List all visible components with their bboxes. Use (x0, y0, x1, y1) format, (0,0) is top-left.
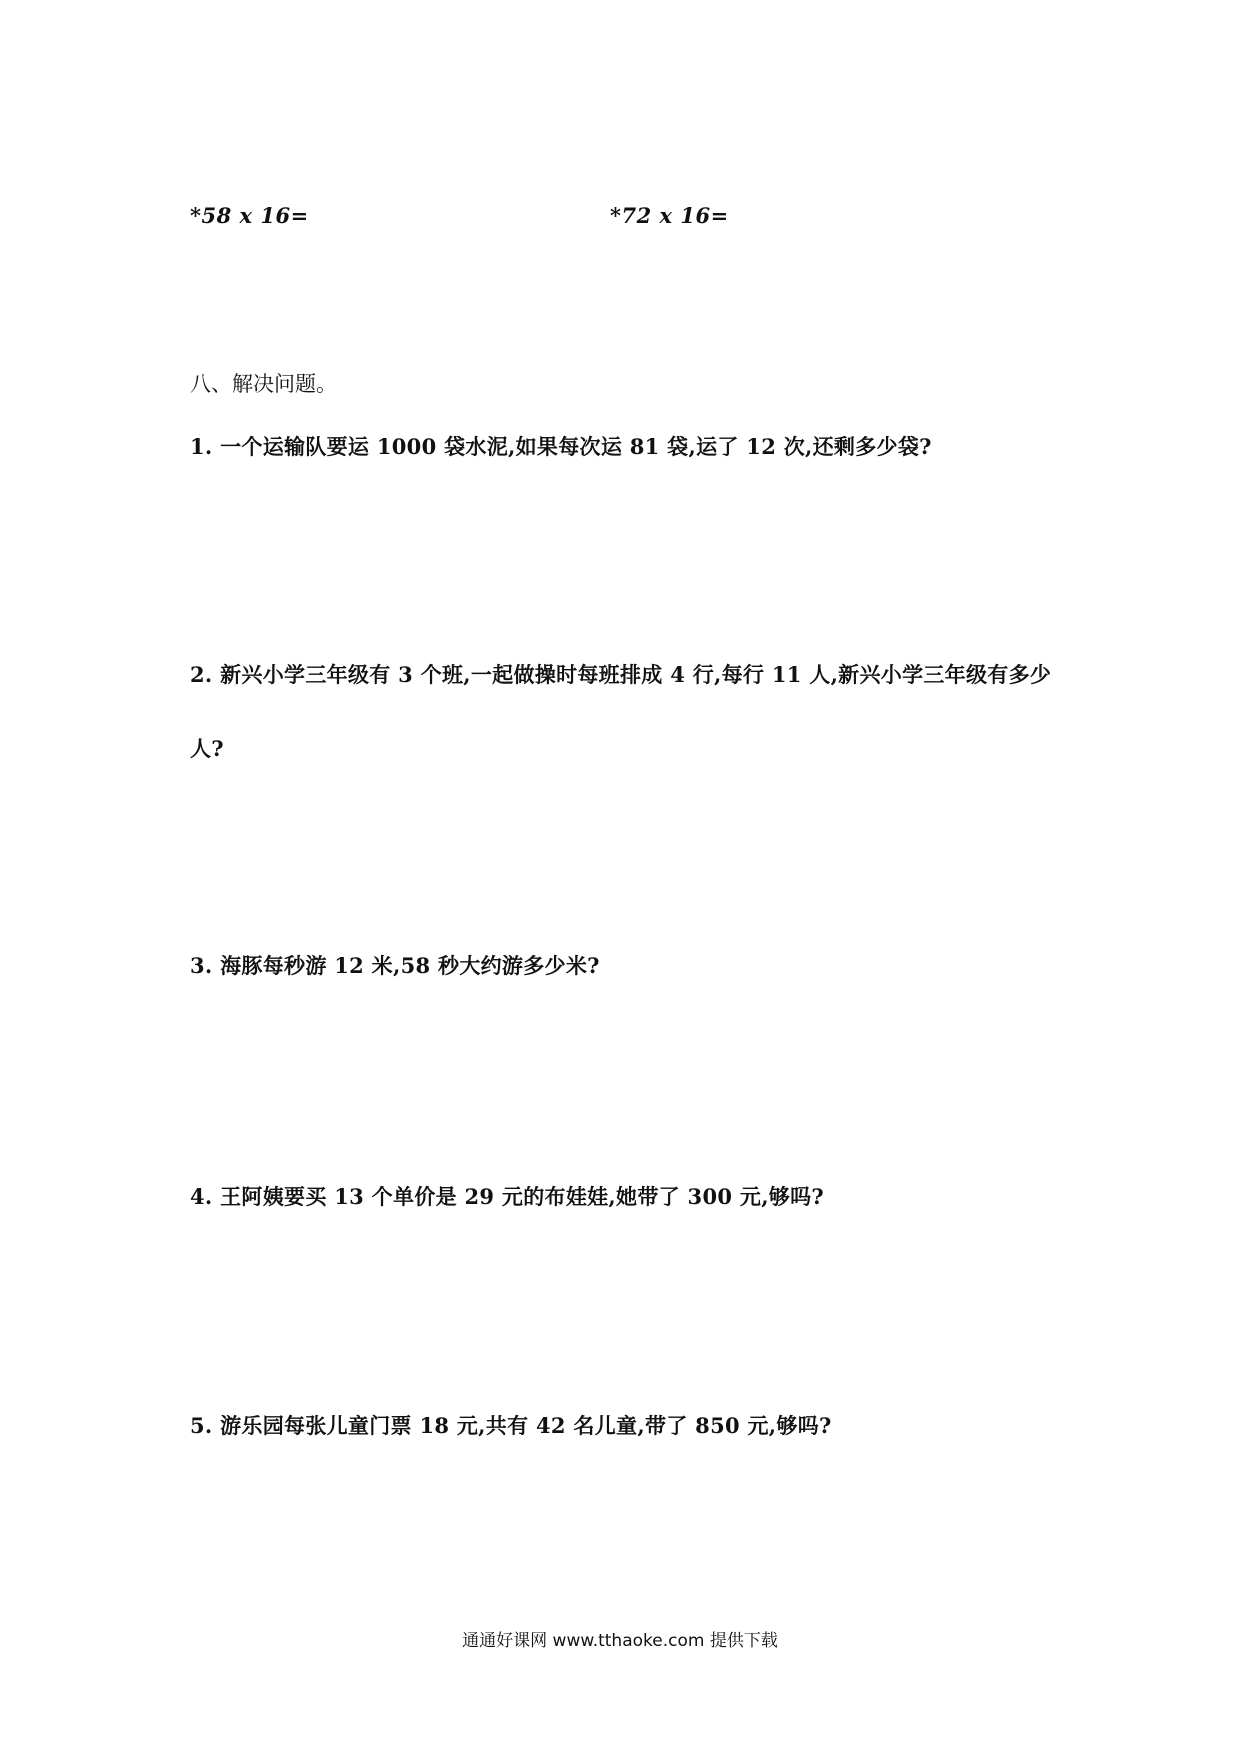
question-5: 5. 游乐园每张儿童门票 18 元,共有 42 名儿童,带了 850 元,够吗? (190, 1413, 832, 1438)
question-2: 2. 新兴小学三年级有 3 个班,一起做操时每班排成 4 行,每行 11 人,新兴小学三年级有多少 (190, 662, 1052, 687)
calculation-58x16: *58 x 16= (190, 203, 309, 228)
question-4: 4. 王阿姨要买 13 个单价是 29 元的布娃娃,她带了 300 元,够吗? (190, 1184, 825, 1209)
question-3: 3. 海豚每秒游 12 米,58 秒大约游多少米? (190, 953, 600, 978)
footer-credit: 通通好课网 www.tthaoke.com 提供下载 (462, 1631, 778, 1651)
section-title-solve-problems: 八、解决问题。 (190, 372, 337, 396)
question-1: 1. 一个运输队要运 1000 袋水泥,如果每次运 81 袋,运了 12 次,还剩多少袋? (190, 434, 932, 459)
question-2-continuation: 人? (190, 736, 224, 761)
calculation-72x16: *72 x 16= (610, 203, 729, 228)
